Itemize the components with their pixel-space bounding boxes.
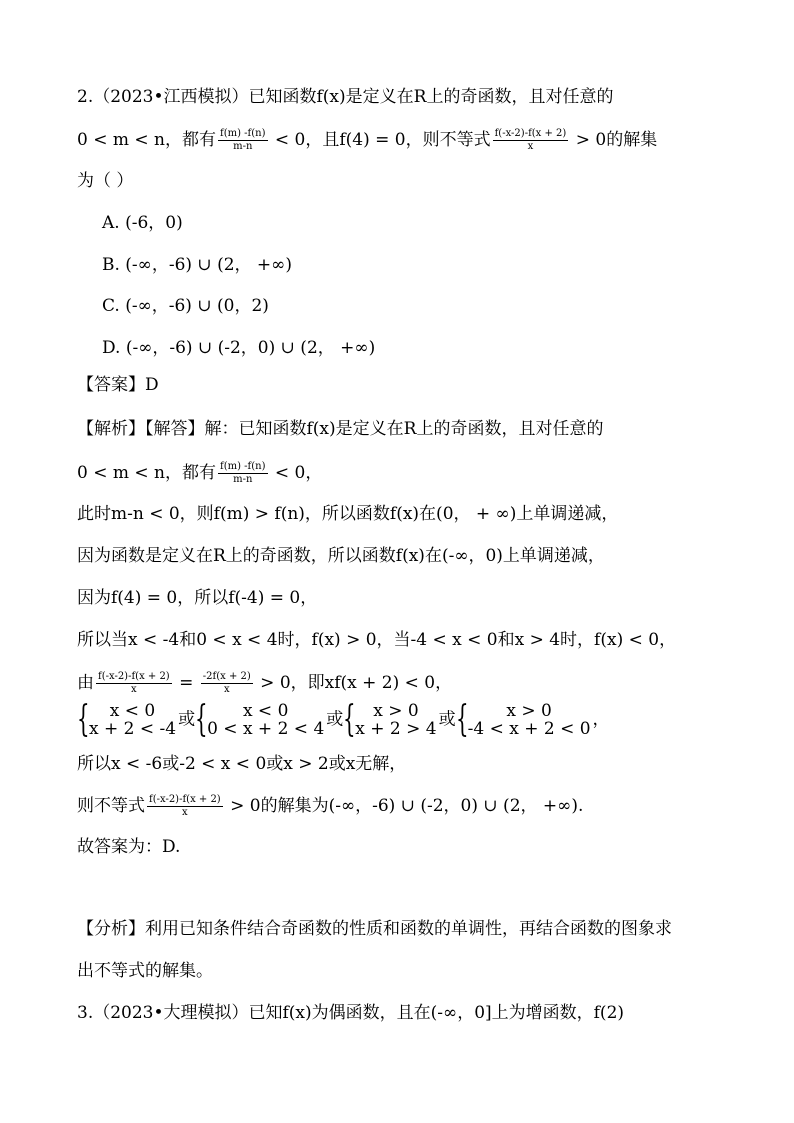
system-4-row-1: x > 0	[506, 701, 552, 721]
system-3-row-2: x + 2 > 4	[355, 719, 437, 739]
analysis-line2-a: 0 < m < n，都有	[77, 463, 216, 483]
analysis-fraction-1-num: f(m) -f(n)	[220, 461, 266, 472]
q2-fraction-1-num: f(m) -f(n)	[220, 128, 266, 139]
analysis-line7-a: 由	[77, 673, 94, 693]
q2-line2-c: > 0的解集	[570, 130, 658, 150]
analysis-line5: 因为f(4) = 0，所以f(-4) = 0，	[77, 588, 318, 608]
analysis-line2	[77, 461, 322, 486]
q2-fraction-2-den: x	[527, 141, 534, 152]
analysis-line7-b: =	[173, 673, 199, 693]
q3-line1: 3.（2023•大理模拟）已知f(x)为偶函数，且在(-∞，0]上为增函数，f(2)	[77, 1003, 625, 1023]
analysis-fraction-3	[201, 671, 253, 696]
analysis-fraction-2-num: f(-x-2)-f(x + 2)	[98, 671, 170, 682]
left-brace-icon: {	[455, 699, 469, 740]
analysis-fraction-3-num: -2f(x + 2)	[202, 671, 251, 682]
system-4-row-2: -4 < x + 2 < 0	[467, 719, 591, 739]
left-brace-icon: {	[195, 699, 208, 740]
inequality-system-3	[343, 699, 437, 740]
fenxi-line2: 出不等式的解集。	[77, 961, 213, 981]
inequality-system-4	[455, 699, 591, 740]
q2-fraction-2	[493, 128, 569, 153]
analysis-line3: 此时m-n < 0，则f(m) > f(n)，所以函数f(x)在(0， + ∞)上单调递减，	[77, 504, 619, 524]
q2-fraction-2-num: f(-x-2)-f(x + 2)	[494, 128, 567, 139]
analysis-line1: 【解析】【解答】解：已知函数f(x)是定义在R上的奇函数，且对任意的	[77, 419, 604, 439]
system-1-row-1: x < 0	[109, 701, 156, 721]
system-2-separator: 或	[326, 709, 344, 730]
analysis-line4: 因为函数是定义在R上的奇函数，所以函数f(x)在(-∞，0)上单调递减，	[77, 546, 605, 566]
system-2-row-2: 0 < x + 2 < 4	[207, 719, 325, 739]
q2-line2	[77, 128, 657, 153]
system-3-row-1: x > 0	[373, 701, 419, 721]
analysis-line7-c: > 0，即xf(x + 2) < 0，	[254, 673, 453, 693]
analysis-fraction-1-den: m-n	[233, 474, 253, 485]
left-brace-icon: {	[77, 699, 90, 740]
inequality-system-2	[195, 699, 325, 740]
system-1-separator: 或	[178, 709, 196, 730]
option-b: B. (-∞，-6) ∪ (2， +∞)	[102, 255, 292, 275]
analysis-line10	[77, 794, 583, 819]
analysis-line10-b: > 0的解集为(-∞，-6) ∪ (-2，0) ∪ (2， +∞).	[224, 796, 584, 816]
analysis-fraction-4-num: f(-x-2)-f(x + 2)	[149, 794, 221, 805]
analysis-fraction-3-den: x	[223, 684, 230, 695]
analysis-fraction-1	[218, 461, 268, 486]
q2-fraction-1-den: m-n	[233, 141, 253, 152]
analysis-line6: 所以当x < -4和0 < x < 4时，f(x) > 0，当-4 < x < 0和x > 4时，f(x) < 0，	[77, 630, 677, 650]
analysis-line9: 所以x < -6或-2 < x < 0或x > 2或x无解，	[77, 754, 407, 774]
system-3-separator: 或	[438, 709, 456, 730]
analysis-line2-b: < 0，	[269, 463, 323, 483]
analysis-fraction-2	[96, 671, 172, 696]
option-c: C. (-∞，-6) ∪ (0，2)	[102, 296, 269, 316]
q2-line2-b: < 0，且f(4) = 0，则不等式	[269, 130, 491, 150]
q2-line3: 为（ ）	[77, 171, 134, 191]
option-d: D. (-∞，-6) ∪ (-2，0) ∪ (2， +∞)	[102, 338, 376, 358]
option-a: A. (-6，0)	[102, 213, 183, 233]
analysis-line11: 故答案为：D.	[77, 837, 181, 857]
q2-line2-a: 0 < m < n，都有	[77, 130, 216, 150]
system-2-row-1: x < 0	[242, 701, 289, 721]
q2-fraction-1	[218, 128, 268, 153]
analysis-fraction-4-den: x	[182, 807, 188, 818]
analysis-fraction-2-den: x	[131, 684, 137, 695]
analysis-line10-a: 则不等式	[77, 796, 145, 816]
q2-line1: 2.（2023•江西模拟）已知函数f(x)是定义在R上的奇函数，且对任意的	[77, 87, 614, 107]
fenxi-line1: 【分析】利用已知条件结合奇函数的性质和函数的单调性，再结合函数的图象求	[77, 919, 672, 939]
analysis-systems	[77, 699, 610, 740]
answer: 【答案】D	[77, 375, 159, 395]
inequality-system-1	[77, 699, 177, 740]
analysis-fraction-4	[147, 794, 223, 819]
left-brace-icon: {	[343, 699, 356, 740]
analysis-line7	[77, 671, 452, 696]
system-1-row-2: x + 2 < -4	[89, 719, 177, 739]
system-4-separator: ，	[592, 709, 610, 730]
